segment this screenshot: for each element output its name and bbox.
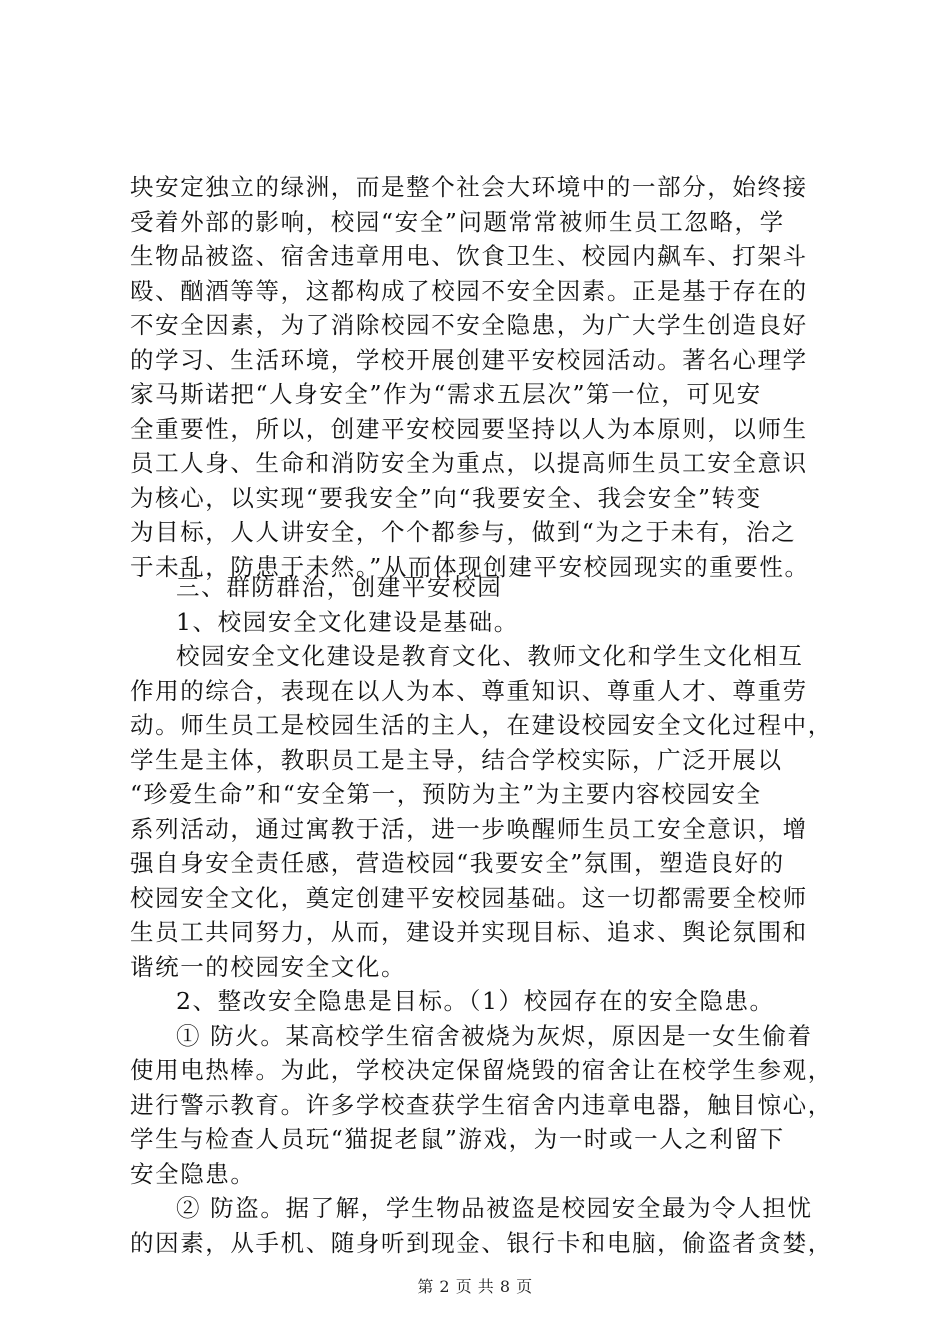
paragraph-line: 于未乱，防患于未然。”从而体现创建平安校园现实的重要性。 — [130, 552, 810, 581]
paragraph-line: 家马斯诺把“人身安全”作为“需求五层次”第一位，可见安 — [130, 380, 762, 408]
paragraph-line: 作用的综合，表现在以人为本、尊重知识、尊重人才、尊重劳 — [130, 676, 808, 705]
paragraph-line: 块安定独立的绿洲，而是整个社会大环境中的一部分，始终接 — [130, 173, 808, 201]
paragraph-line: 使用电热棒。为此，学校决定保留烧毁的宿舍让在校学生参观， — [130, 1056, 833, 1084]
paragraph-1 — [130, 170, 850, 584]
paragraph-line: 谐统一的校园安全文化。 — [130, 952, 407, 981]
paragraph-line: 殴、酗酒等等，这都构成了校园不安全因素。正是基于存在的 — [130, 276, 808, 305]
paragraph-line: ① 防火。某高校学生宿舍被烧为灰烬，原因是一女生偷着 — [176, 1021, 813, 1050]
paragraph-line: 强自身安全责任感，营造校园“我要安全”氛围，塑造良好的 — [130, 849, 785, 877]
subsection-title-1: 1、校园安全文化建设是基础。 — [176, 607, 519, 636]
paragraph-line: 校园安全文化建设是教育文化、教师文化和学生文化相互 — [176, 642, 804, 670]
section-3 — [130, 570, 850, 1260]
paragraph-line: 员工人身、生命和消防安全为重点，以提高师生员工安全意识 — [130, 449, 808, 477]
paragraph-line: “珍爱生命”和“安全第一，预防为主”为主要内容校园安全 — [130, 780, 762, 808]
paragraph-line: ② 防盗。据了解，学生物品被盗是校园安全最为令人担忧 — [176, 1194, 813, 1222]
page-number-footer: 第 2 页 共 8 页 — [417, 1277, 533, 1296]
paragraph-line: 的因素，从手机、随身听到现金、银行卡和电脑，偷盗者贪婪， — [130, 1228, 833, 1257]
paragraph-line: 受着外部的影响，校园“安全”问题常常被师生员工忽略，学 — [130, 207, 785, 236]
paragraph-line: 全重要性，所以，创建平安校园要坚持以人为本原则，以师生 — [130, 414, 808, 443]
paragraph-line: 生物品被盗、宿舍违章用电、饮食卫生、校园内飙车、打架斗 — [130, 242, 808, 270]
paragraph-line: 不安全因素，为了消除校园不安全隐患，为广大学生创造良好 — [130, 311, 808, 339]
paragraph-line: 的学习、生活环境，学校开展创建平安校园活动。著名心理学 — [130, 345, 808, 374]
paragraph-line: 生员工共同努力，从而，建设并实现目标、追求、舆论氛围和 — [130, 918, 808, 946]
paragraph-line: 学生是主体，教职员工是主导，结合学校实际，广泛开展以 — [130, 745, 783, 774]
paragraph-line: 为核心，以实现“要我安全”向“我要安全、我会安全”转变 — [130, 483, 762, 512]
paragraph-line: 系列活动，通过寓教于活，进一步唤醒师生员工安全意识，增 — [130, 814, 808, 843]
paragraph-line: 安全隐患。 — [130, 1159, 256, 1188]
subsection-title-2: 2、整改安全隐患是目标。（1）校园存在的安全隐患。 — [176, 987, 775, 1015]
paragraph-line: 动。师生员工是校园生活的主人，在建设校园安全文化过程中， — [130, 711, 833, 739]
section-heading: 三、群防群治，创建平安校园 — [176, 573, 503, 601]
paragraph-line: 为目标，人人讲安全，个个都参与，做到“为之于未有，治之 — [130, 518, 797, 546]
paragraph-line: 校园安全文化，奠定创建平安校园基础。这一切都需要全校师 — [130, 883, 808, 912]
paragraph-line: 进行警示教育。许多学校查获学生宿舍内违章电器，触目惊心， — [130, 1090, 833, 1119]
paragraph-line: 学生与检查人员玩“猫捉老鼠”游戏，为一时或一人之利留下 — [130, 1125, 785, 1153]
